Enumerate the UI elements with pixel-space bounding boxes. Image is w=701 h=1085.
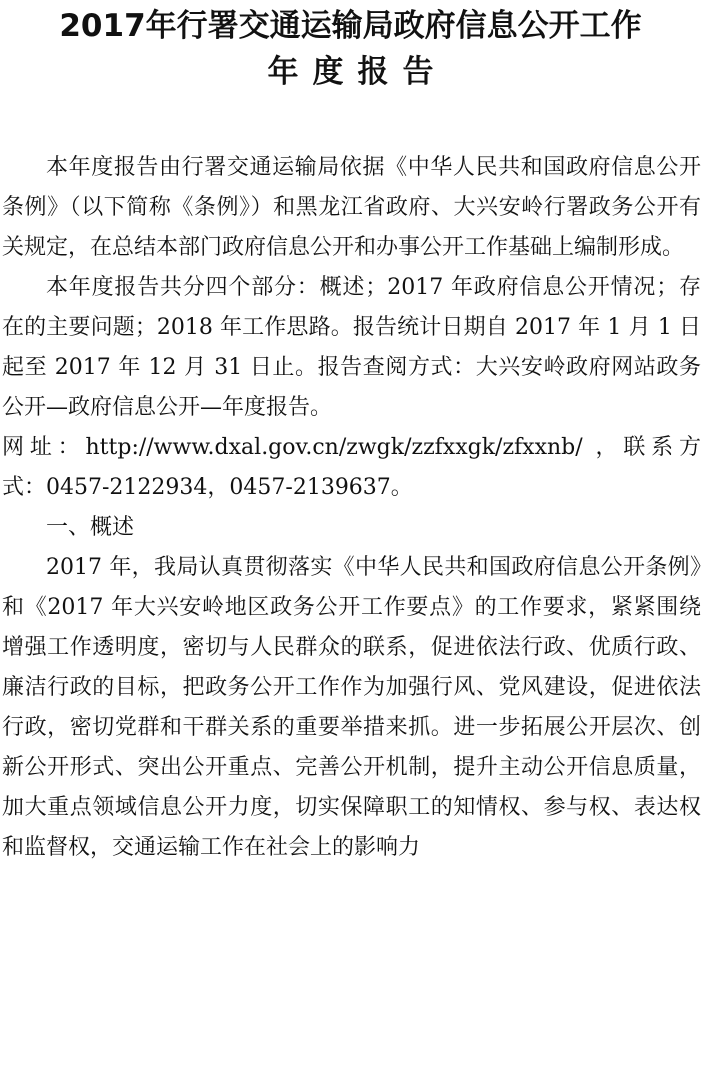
report-subtitle: 年度报告 xyxy=(267,54,448,90)
structure-paragraph: 本年度报告共分四个部分：概述；2017 年政府信息公开情况；存在的主要问题；2018 年工作思路。报告统计日期自 2017 年 1 月 1 日起至 2017 年 12 月 31 日止。报告查阅方式：大兴安岭政府网站政务公开—政府信息公开—年度报告。 xyxy=(2,275,701,420)
report-title: 2017年行署交通运输局政府信息公开工作 xyxy=(59,8,642,44)
overview-paragraph: 2017 年，我局认真贯彻落实《中华人民共和国政府信息公开条例》和《2017 年大兴安岭地区政务公开工作要点》的工作要求，紧紧围绕增强工作透明度，密切与人民群众的联系，促进依法行政、优质行政、廉洁行政的目标，把政务公开工作作为加强行风、党风建设，促进依法行政，密切党群和干群关系的重要举措来抓。进一步拓展公开层次、创新公开形式、突出公开重点、完善公开机制，提升主动公开信息质量，加大重点领域信息公开力度，切实保障职工的知情权、参与权、表达权和监督权，交通运输工作在社会上的影响力 xyxy=(2,555,701,860)
contact-paragraph: 网址：http://www.dxal.gov.cn/zwgk/zzfxxgk/zfxxnb/ ，联系方式：0457-2122934，0457-2139637。 xyxy=(2,435,701,500)
section-heading-overview: 一、概述 xyxy=(46,515,135,540)
report-body xyxy=(2,148,701,868)
intro-paragraph: 本年度报告由行署交通运输局依据《中华人民共和国政府信息公开条例》（以下简称《条例》）和黑龙江省政府、大兴安岭行署政务公开有关规定，在总结本部门政府信息公开和办事公开工作基础上编制形成。 xyxy=(2,155,701,260)
